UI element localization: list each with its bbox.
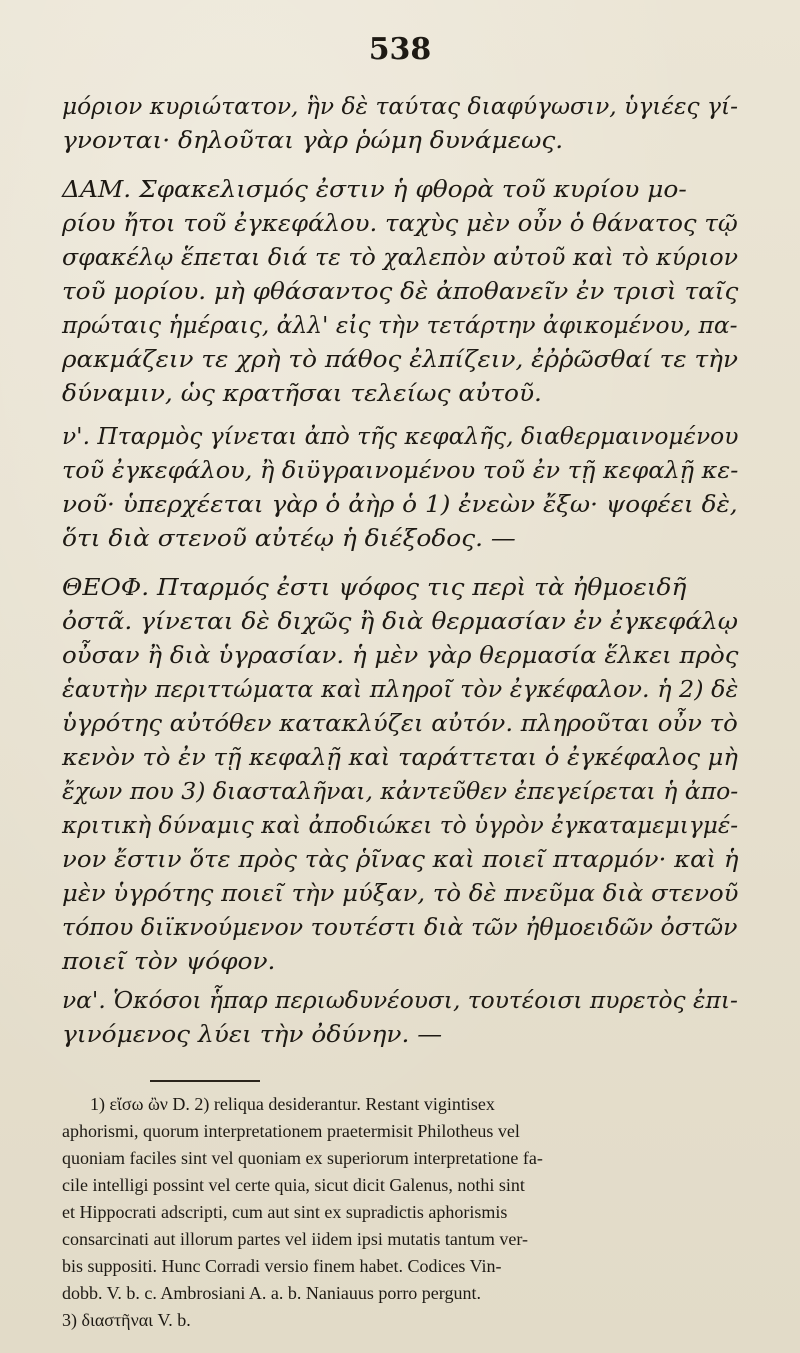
text-line: πρώταις ἡμέραις, ἀλλ' εἰς τὴν τετάρτην ἀφικομένου, πα- — [62, 313, 738, 339]
text-line: να'. Ὁκόσοι ἧπαρ περιωδυνέουσι, τουτέοισι πυρετὸς ἐπι- — [62, 988, 738, 1014]
text-line: γνονται· δηλοῦται γὰρ ῥώμη δυνάμεως. — [62, 128, 564, 154]
text-line: μὲν ὑγρότης ποιεῖ τὴν μύξαν, τὸ δὲ πνεῦμα διὰ στενοῦ — [62, 881, 739, 907]
text-line: ρίου ἤτοι τοῦ ἐγκεφάλου. ταχὺς μὲν οὖν ὁ θάνατος τῷ — [62, 211, 738, 237]
footnote-line: aphorismi, quorum interpretationem praetermisit Philotheus vel — [62, 1121, 520, 1141]
text-line: τοῦ ἐγκεφάλου, ἢ διϋγραινομένου τοῦ ἐν τῇ κεφαλῇ κε- — [62, 458, 739, 484]
text-line: ἔχων που 3) διασταλῆναι, κἀντεῦθεν ἐπεγείρεται ἡ ἀπο- — [62, 779, 739, 805]
footnote-line: consarcinati aut illorum partes vel iidem ipsi mutatis tantum ver- — [62, 1229, 529, 1249]
footnote-line: 1) εἴσω ὢν D. 2) reliqua desiderantur. Restant vigintisex — [90, 1094, 495, 1114]
text-line: οὖσαν ἢ διὰ ὑγρασίαν. ἡ μὲν γὰρ θερμασία ἕλκει πρὸς — [62, 643, 739, 669]
text-line: κενὸν τὸ ἐν τῇ κεφαλῇ καὶ ταράττεται ὁ ἐγκέφαλος μὴ — [62, 745, 738, 771]
page-number: 538 — [368, 32, 432, 67]
footnote-line: cile intelligi possint vel certe quia, sicut dicit Galenus, nothi sint — [62, 1175, 525, 1195]
footnote-line: et Hippocrati adscripti, cum aut sint ex supradictis aphorismis — [62, 1202, 508, 1222]
text-line: σφακέλῳ ἕπεται διά τε τὸ χαλεπὸν αὐτοῦ καὶ τὸ κύριον — [62, 245, 739, 271]
text-line: ρακμάζειν τε χρὴ τὸ πάθος ἐλπίζειν, ἐῤῥῶσθαί τε τὴν — [62, 347, 738, 373]
text-line: ἑαυτὴν περιττώματα καὶ πληροῖ τὸν ἐγκέφαλον. ἡ 2) δὲ — [62, 677, 739, 703]
footnote-line: dobb. V. b. c. Ambrosiani A. a. b. Naniauus porro pergunt. — [62, 1283, 481, 1303]
text-line: κριτικὴ δύναμις καὶ ἀποδιώκει τὸ ὑγρὸν ἐγκαταμεμιγμέ- — [62, 813, 739, 839]
text-line: γινόμενος λύει τὴν ὀδύνην. — — [62, 1022, 443, 1048]
text-line: ὀστᾶ. γίνεται δὲ διχῶς ἢ διὰ θερμασίαν ἐν ἐγκεφάλῳ — [62, 609, 738, 635]
text-line: ποιεῖ τὸν ψόφον. — [62, 949, 276, 975]
text-line: νον ἔστιν ὅτε πρὸς τὰς ῥῖνας καὶ ποιεῖ πταρμόν· καὶ ἡ — [62, 847, 739, 873]
footnote-line: bis suppositi. Hunc Corradi versio finem habet. Codices Vin- — [62, 1256, 502, 1276]
text-line: ΔΑΜ. Σφακελισμός ἐστιν ἡ φθορὰ τοῦ κυρίου μο- — [62, 177, 687, 203]
text-line: μόριον κυριώτατον, ἣν δὲ ταύτας διαφύγωσιν, ὑγιέες γί- — [62, 94, 738, 120]
footnote-line: 3) διαστῆναι V. b. — [62, 1310, 191, 1330]
text-line: τόπου διϊκνούμενον τουτέστι διὰ τῶν ἠθμοειδῶν ὀστῶν — [62, 915, 738, 941]
text-line: ν'. Πταρμὸς γίνεται ἀπὸ τῆς κεφαλῆς, διαθερμαινομένου — [62, 424, 739, 450]
text-line: ὑγρότης αὐτόθεν κατακλύζει αὐτόν. πληροῦται οὖν τὸ — [62, 711, 738, 737]
text-line: δύναμιν, ὡς κρατῆσαι τελείως αὐτοῦ. — [62, 381, 542, 407]
footnote-separator — [150, 1080, 260, 1082]
text-line: τοῦ μορίου. μὴ φθάσαντος δὲ ἀποθανεῖν ἐν τρισὶ ταῖς — [62, 279, 739, 305]
footnote-line: quoniam faciles sint vel quoniam ex superiorum interpretatione fa- — [62, 1148, 543, 1168]
text-line: ὅτι διὰ στενοῦ αὐτέῳ ἡ διέξοδος. — — [62, 526, 516, 552]
text-line: ΘΕΟΦ. Πταρμός ἐστι ψόφος τις περὶ τὰ ἠθμοειδῆ — [62, 575, 687, 601]
text-line: νοῦ· ὑπερχέεται γὰρ ὁ ἀὴρ ὁ 1) ἐνεὼν ἔξω· ψοφέει δὲ, — [62, 492, 738, 518]
